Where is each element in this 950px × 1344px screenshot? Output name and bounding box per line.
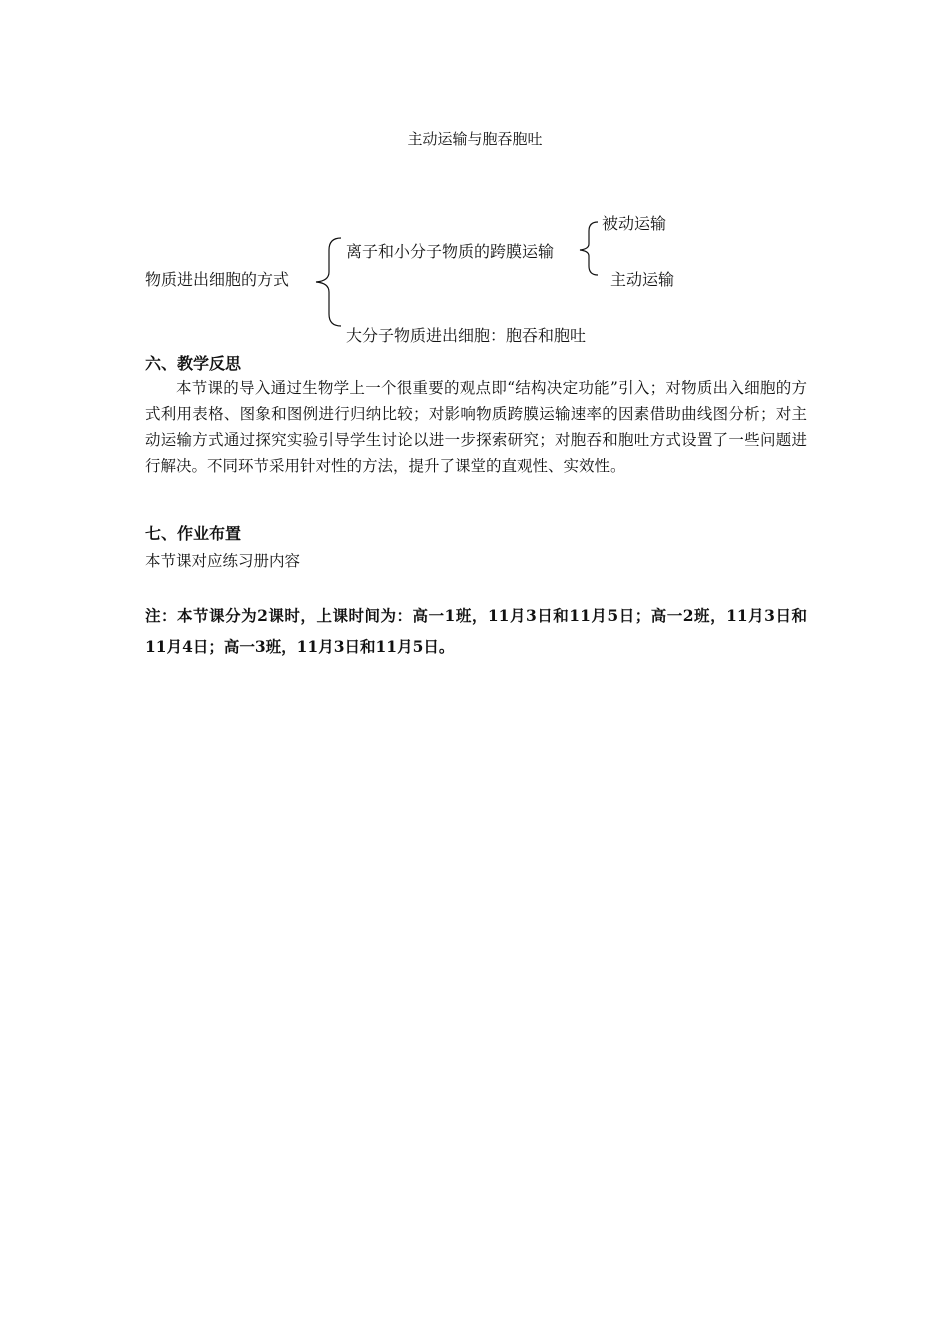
section6-heading: 六、教学反思 [145, 354, 242, 373]
schedule-note: 注：本节课分为2课时，上课时间为：高一1班，11月3日和11月5日；高一2班，11月3日和11月4日；高一3班，11月3日和11月5日。 [145, 606, 807, 656]
diagram-leaf-passive: 被动运输 [602, 214, 667, 233]
diagram-root: 物质进出细胞的方式 [145, 270, 290, 289]
section7-heading: 七、作业布置 [145, 524, 242, 543]
section6-body: 本节课的导入通过生物学上一个很重要的观点即“结构决定功能”引入；对物质出入细胞的方式利用表格、图象和图例进行归纳比较；对影响物质跨膜运输速率的因素借助曲线图分析；对主动运输方式通过探究实验引导学生讨论以进一步探索研究；对胞吞和胞吐方式设置了一些问题进行解决。不同环节采用针对性的方法，提升了课堂的直观性、实效性。 [145, 379, 807, 475]
brace-lines [0, 0, 950, 360]
diagram-branch-small: 离子和小分子物质的跨膜运输 [346, 242, 555, 261]
page-title: 主动运输与胞吞胞吐 [407, 130, 543, 148]
diagram-leaf-active: 主动运输 [610, 270, 675, 289]
brace-main [316, 238, 341, 326]
section7-body: 本节课对应练习册内容 [145, 552, 301, 570]
diagram-branch-large: 大分子物质进出细胞：胞吞和胞吐 [346, 326, 587, 345]
brace-sub [580, 222, 598, 275]
